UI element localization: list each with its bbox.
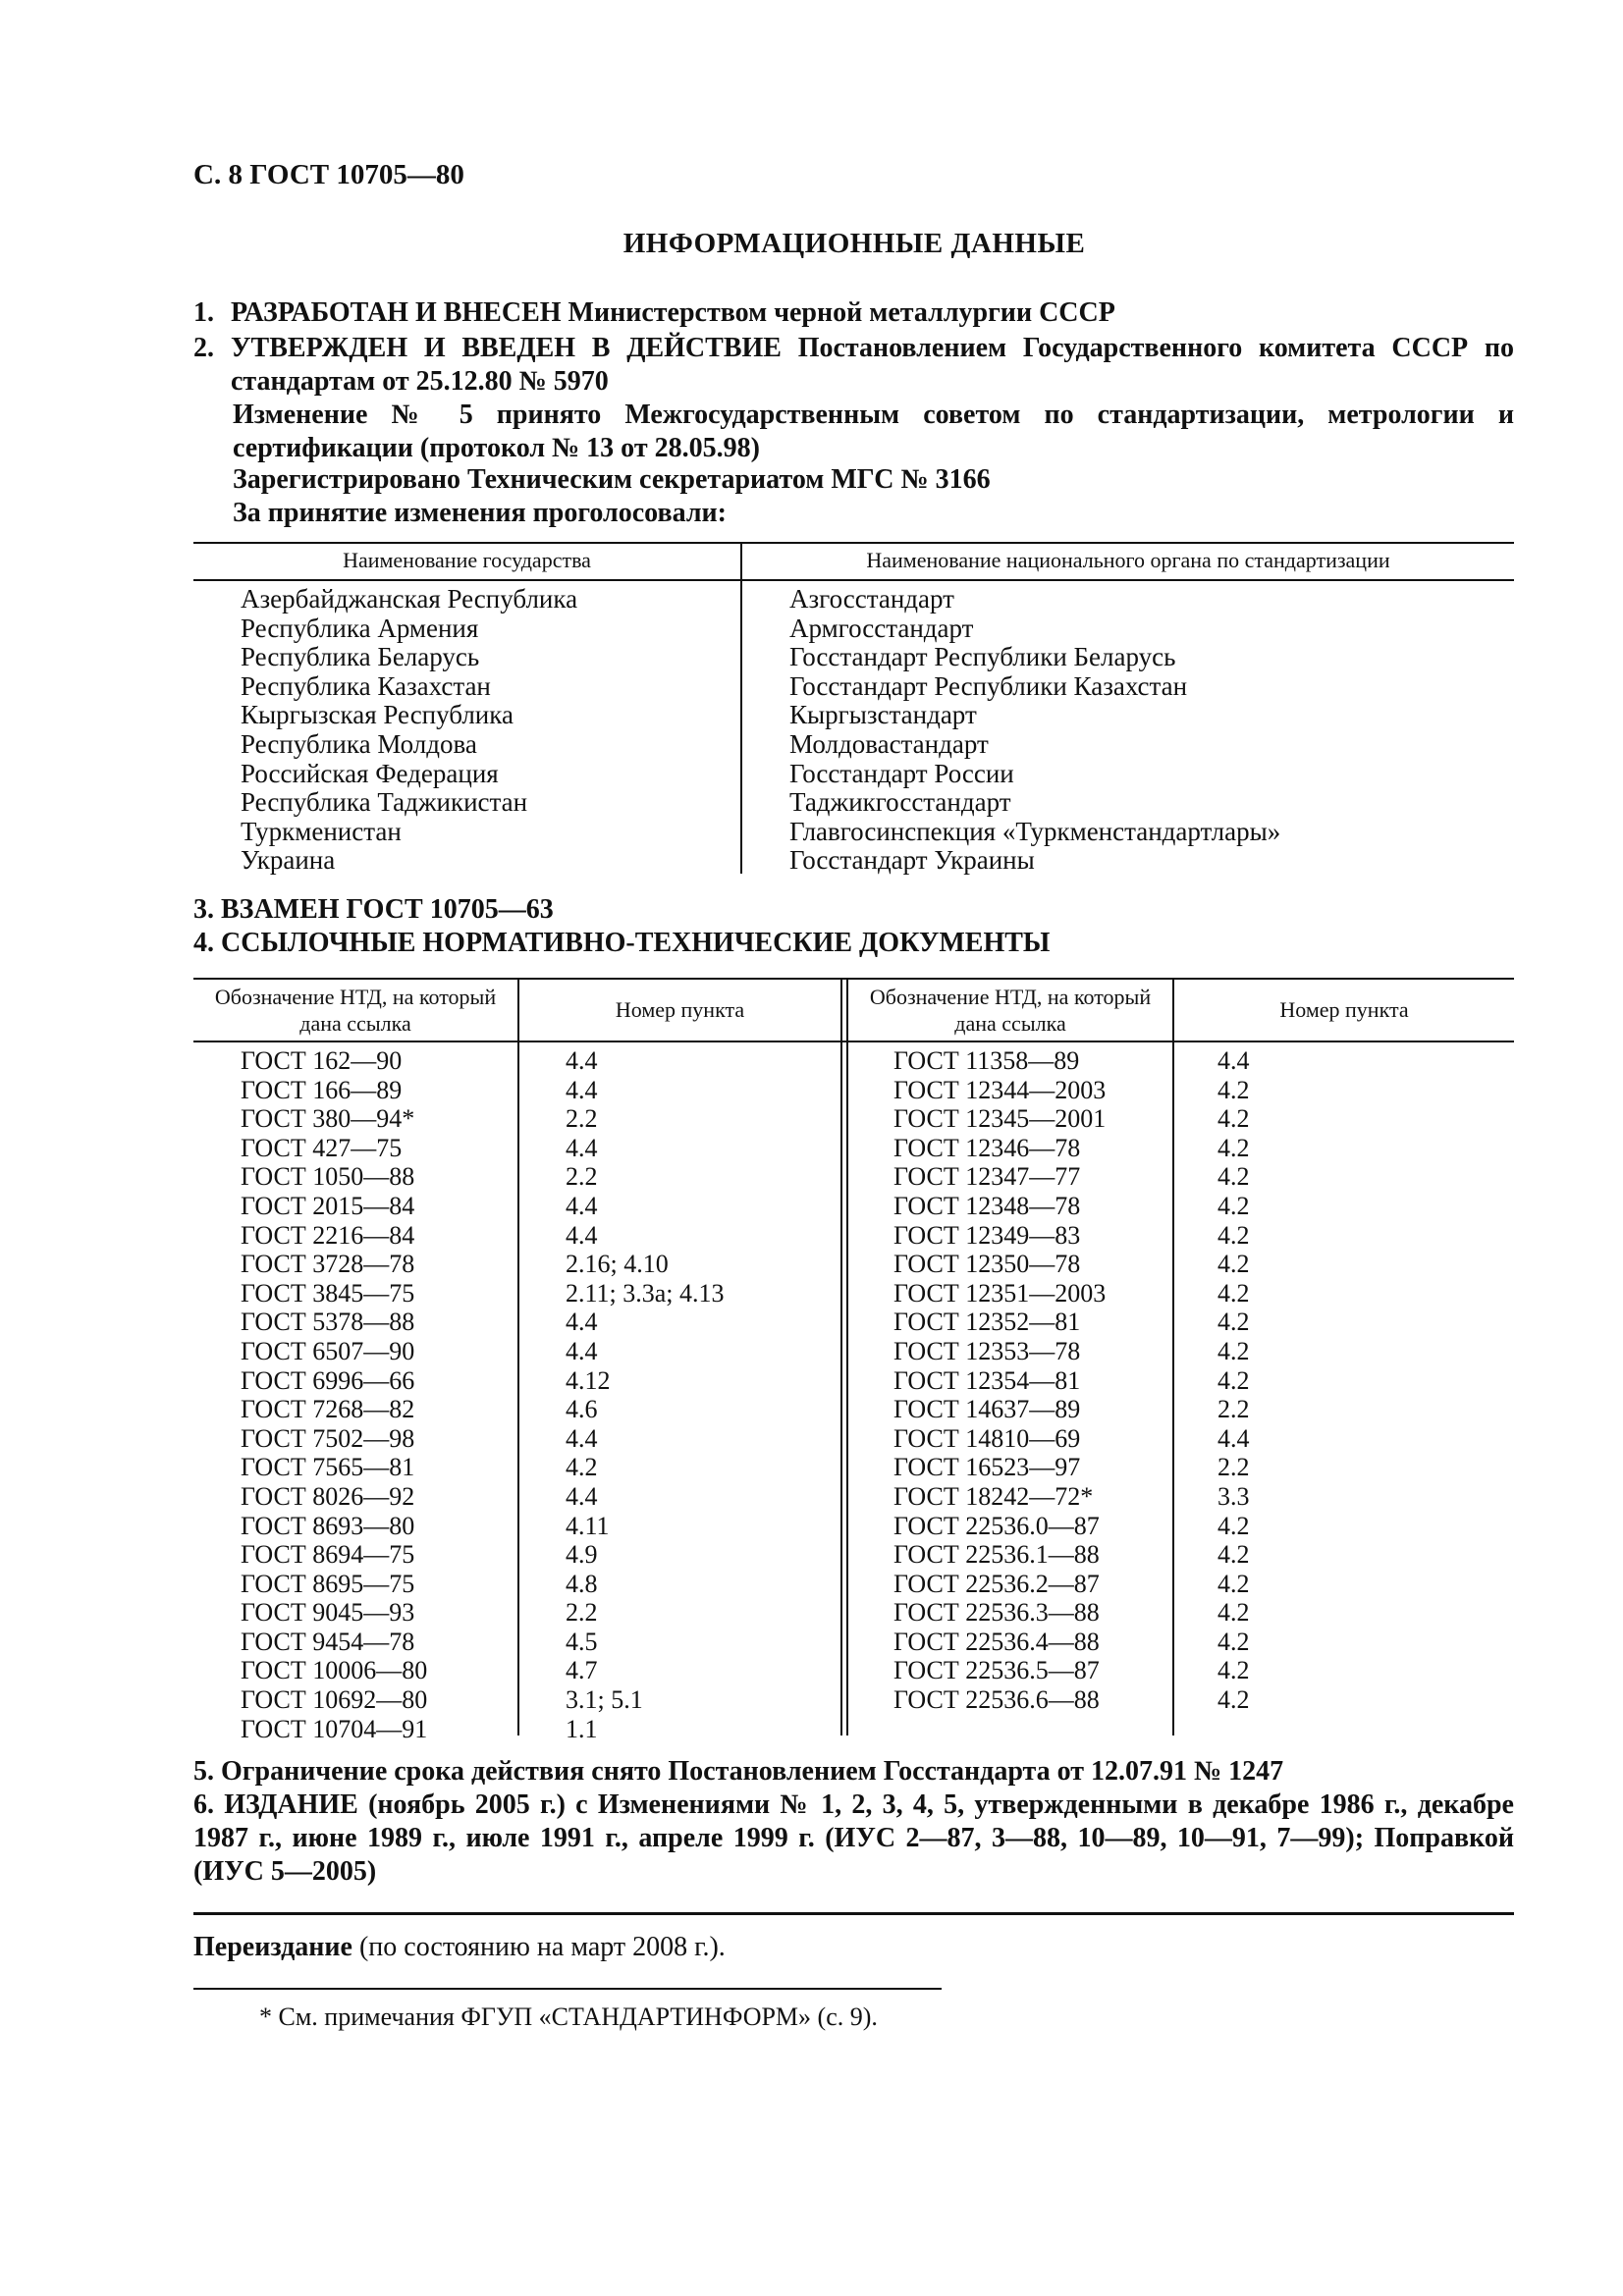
ref-doc: ГОСТ 162—90 — [241, 1046, 403, 1075]
bottom-rule — [193, 1912, 1514, 1915]
ref-doc: ГОСТ 380—94* — [241, 1104, 415, 1134]
left-points-column — [566, 1046, 725, 1743]
left-docs-column — [241, 1046, 427, 1743]
ref-doc: ГОСТ 22536.3—88 — [893, 1598, 1100, 1628]
ref-doc: ГОСТ 2015—84 — [241, 1191, 415, 1220]
footnote: * См. примечания ФГУП «СТАНДАРТИНФОРМ» (с. 9). — [259, 2002, 878, 2031]
state-name: Республика Молдова — [241, 728, 477, 759]
ref-doc: ГОСТ 2216—84 — [241, 1220, 415, 1250]
ref-point: 4.2 — [1217, 1220, 1250, 1250]
ref-point: 4.4 — [1217, 1046, 1250, 1075]
standards-body-name: Госстандарт России — [789, 758, 1014, 788]
ref-point: 4.4 — [566, 1046, 598, 1075]
ref-point: 2.2 — [566, 1162, 598, 1192]
ref-point: 4.2 — [1217, 1308, 1250, 1337]
item-2-registration: Зарегистрировано Техническим секретариатом МГС № 3166 — [233, 464, 991, 495]
ref-point: 4.2 — [1217, 1191, 1250, 1220]
ref-point: 4.4 — [566, 1075, 598, 1104]
ref-point: 4.2 — [1217, 1569, 1250, 1598]
ref-doc: ГОСТ 12350—78 — [893, 1250, 1081, 1279]
page-header: С. 8 ГОСТ 10705—80 — [193, 159, 464, 190]
right-doc-header: Обозначение НТД, на который дана ссылка — [869, 985, 1152, 1036]
ref-doc: ГОСТ 5378—88 — [241, 1308, 415, 1337]
ref-doc: ГОСТ 12345—2001 — [893, 1104, 1107, 1134]
states-table-divider — [740, 542, 742, 874]
ref-point: 4.2 — [1217, 1336, 1250, 1365]
ref-point: 4.7 — [566, 1656, 598, 1685]
ref-point: 2.2 — [566, 1598, 598, 1628]
bodies-col-header: Наименование национального органа по стандартизации — [866, 548, 1390, 572]
ref-point: 2.2 — [1217, 1453, 1250, 1482]
ref-point: 4.4 — [566, 1220, 598, 1250]
left-point-header: Номер пункта — [615, 997, 745, 1022]
reissue-note: Переиздание (по состоянию на март 2008 г.). — [193, 1932, 726, 1962]
ref-doc: ГОСТ 6507—90 — [241, 1336, 415, 1365]
ref-point: 4.2 — [566, 1453, 598, 1482]
ref-point: 4.5 — [566, 1627, 598, 1656]
ref-doc: ГОСТ 1050—88 — [241, 1162, 415, 1192]
ref-point: 2.11; 3.3а; 4.13 — [566, 1278, 725, 1308]
ref-point: 2.2 — [566, 1104, 598, 1134]
ref-point: 4.11 — [566, 1511, 610, 1540]
state-name: Республика Армения — [241, 613, 479, 643]
ref-point: 4.4 — [566, 1133, 598, 1162]
page-title: ИНФОРМАЦИОННЫЕ ДАННЫЕ — [622, 228, 1086, 259]
ref-point: 4.2 — [1217, 1162, 1250, 1192]
ref-point: 4.8 — [566, 1569, 598, 1598]
ref-point: 4.9 — [566, 1540, 598, 1570]
ref-point: 4.2 — [1217, 1250, 1250, 1279]
states-list — [241, 585, 577, 876]
ref-point: 4.2 — [1217, 1278, 1250, 1308]
ref-point: 4.4 — [566, 1423, 598, 1453]
ref-doc: ГОСТ 22536.2—87 — [893, 1569, 1100, 1598]
ref-doc: ГОСТ 9454—78 — [241, 1627, 415, 1656]
right-docs-column — [893, 1046, 1106, 1715]
ref-doc: ГОСТ 12352—81 — [893, 1308, 1081, 1337]
item-3: 3. ВЗАМЕН ГОСТ 10705—63 — [193, 894, 554, 925]
ref-doc: ГОСТ 7268—82 — [241, 1395, 415, 1424]
ref-doc: ГОСТ 3728—78 — [241, 1250, 415, 1279]
ref-point: 4.4 — [1217, 1423, 1250, 1453]
ref-doc: ГОСТ 8693—80 — [241, 1511, 415, 1540]
ref-table-divider-3 — [1172, 978, 1174, 1735]
ref-point: 4.6 — [566, 1395, 598, 1424]
ref-doc: ГОСТ 12351—2003 — [893, 1278, 1107, 1308]
ref-doc: ГОСТ 3845—75 — [241, 1278, 415, 1308]
state-name: Республика Беларусь — [241, 642, 480, 672]
ref-point: 4.12 — [566, 1365, 611, 1395]
standards-body-name: Госстандарт Республики Казахстан — [789, 670, 1188, 701]
right-points-column — [1217, 1046, 1250, 1715]
state-name: Кыргызская Республика — [241, 700, 514, 730]
ref-doc: ГОСТ 12348—78 — [893, 1191, 1081, 1220]
ref-doc: ГОСТ 8026—92 — [241, 1481, 415, 1511]
ref-doc: ГОСТ 12354—81 — [893, 1365, 1081, 1395]
ref-doc: ГОСТ 12344—2003 — [893, 1075, 1107, 1104]
ref-point: 2.2 — [1217, 1395, 1250, 1424]
state-name: Российская Федерация — [241, 758, 499, 788]
standards-body-name: Таджикгосстандарт — [789, 787, 1011, 818]
item-1: 1. РАЗРАБОТАН И ВНЕСЕН Министерством черной металлургии СССР — [193, 297, 1115, 328]
state-name: Туркменистан — [241, 816, 402, 846]
ref-doc: ГОСТ 10704—91 — [241, 1714, 428, 1743]
ref-doc: ГОСТ 7502—98 — [241, 1423, 415, 1453]
ref-point: 1.1 — [566, 1714, 598, 1743]
ref-point: 4.4 — [566, 1191, 598, 1220]
ref-point: 4.2 — [1217, 1104, 1250, 1134]
ref-doc: ГОСТ 16523—97 — [893, 1453, 1081, 1482]
ref-point: 4.2 — [1217, 1511, 1250, 1540]
footnote-rule — [193, 1988, 942, 1990]
ref-point: 4.2 — [1217, 1365, 1250, 1395]
ref-point: 4.2 — [1217, 1598, 1250, 1628]
states-table-top-rule — [193, 542, 1514, 544]
ref-doc: ГОСТ 18242—72* — [893, 1481, 1094, 1511]
standards-body-name: Госстандарт Республики Беларусь — [789, 642, 1176, 672]
ref-point: 2.16; 4.10 — [566, 1250, 669, 1279]
ref-point: 4.2 — [1217, 1075, 1250, 1104]
ref-doc: ГОСТ 12353—78 — [893, 1336, 1081, 1365]
ref-doc: ГОСТ 10692—80 — [241, 1685, 428, 1715]
ref-point: 4.2 — [1217, 1627, 1250, 1656]
ref-doc: ГОСТ 22536.1—88 — [893, 1540, 1100, 1570]
ref-doc: ГОСТ 22536.0—87 — [893, 1511, 1100, 1540]
ref-doc: ГОСТ 22536.4—88 — [893, 1627, 1100, 1656]
ref-point: 3.1; 5.1 — [566, 1685, 643, 1715]
ref-doc: ГОСТ 12346—78 — [893, 1133, 1081, 1162]
ref-table-divider-2b — [846, 978, 848, 1735]
standards-body-name: Главгосинспекция «Туркменстандартлары» — [789, 816, 1281, 846]
item-5: 5. Ограничение срока действия снято Постановлением Госстандарта от 12.07.91 № 1247 — [193, 1756, 1284, 1787]
ref-point: 4.4 — [566, 1336, 598, 1365]
ref-doc: ГОСТ 11358—89 — [893, 1046, 1080, 1075]
left-doc-header: Обозначение НТД, на который дана ссылка — [214, 985, 497, 1036]
item-2: 2. УТВЕРЖДЕН И ВВЕДЕН В ДЕЙСТВИЕ Постановлением Государственного комитета СССР по стандартам от 25.12.80 № 5970 — [193, 333, 1515, 397]
ref-doc: ГОСТ 427—75 — [241, 1133, 403, 1162]
state-name: Республика Казахстан — [241, 670, 491, 701]
ref-point: 4.2 — [1217, 1685, 1250, 1715]
standards-body-name: Госстандарт Украины — [789, 845, 1035, 876]
ref-point: 4.2 — [1217, 1656, 1250, 1685]
ref-doc: ГОСТ 12349—83 — [893, 1220, 1081, 1250]
ref-doc: ГОСТ 8695—75 — [241, 1569, 415, 1598]
ref-doc: ГОСТ 22536.5—87 — [893, 1656, 1100, 1685]
standards-body-name: Азгосстандарт — [789, 584, 954, 614]
item-4: 4. ССЫЛОЧНЫЕ НОРМАТИВНО-ТЕХНИЧЕСКИЕ ДОКУМЕНТЫ — [193, 928, 1051, 958]
state-name: Республика Таджикистан — [241, 787, 528, 818]
ref-doc: ГОСТ 166—89 — [241, 1075, 403, 1104]
ref-doc: ГОСТ 10006—80 — [241, 1656, 428, 1685]
ref-doc: ГОСТ 7565—81 — [241, 1453, 415, 1482]
standards-body-name: Кыргызстандарт — [789, 700, 977, 730]
ref-doc: ГОСТ 8694—75 — [241, 1540, 415, 1570]
right-point-header: Номер пункта — [1279, 997, 1409, 1022]
ref-doc: ГОСТ 12347—77 — [893, 1162, 1081, 1192]
item-2-vote: За принятие изменения проголосовали: — [233, 498, 728, 528]
ref-doc: ГОСТ 6996—66 — [241, 1365, 415, 1395]
item-6: 6. ИЗДАНИЕ (ноябрь 2005 г.) с Изменениями № 1, 2, 3, 4, 5, утвержденными в декабре 1986 г., декабре 1987 г., июне 1989 г., июле 1991 г., апреле 1999 г. (ИУС 2—87, 3—88, 10—89, 10—91, 7—99); Поправкой (ИУС 5—2005) — [193, 1789, 1514, 1887]
ref-table-header-rule — [193, 1041, 1514, 1042]
state-name: Украина — [241, 845, 336, 876]
states-col-header: Наименование государства — [343, 548, 591, 572]
ref-point: 4.4 — [566, 1308, 598, 1337]
ref-table-divider-2a — [840, 978, 842, 1735]
standards-body-name: Армгосстандарт — [789, 613, 974, 643]
ref-doc: ГОСТ 14810—69 — [893, 1423, 1081, 1453]
ref-table-divider-1 — [517, 978, 519, 1735]
ref-table-top-rule — [193, 978, 1514, 980]
ref-doc: ГОСТ 22536.6—88 — [893, 1685, 1100, 1715]
ref-point: 3.3 — [1217, 1481, 1250, 1511]
item-2-change: Изменение № 5 принято Межгосударственным советом по стандартизации, метрологии и сертификации (протокол № 13 от 28.05.98) — [233, 400, 1514, 463]
standards-body-name: Молдовастандарт — [789, 728, 989, 759]
ref-point: 4.4 — [566, 1481, 598, 1511]
state-name: Азербайджанская Республика — [241, 584, 578, 614]
ref-point: 4.2 — [1217, 1540, 1250, 1570]
ref-point: 4.2 — [1217, 1133, 1250, 1162]
bodies-list — [789, 585, 1280, 876]
states-table-header-rule — [193, 579, 1514, 581]
ref-doc: ГОСТ 14637—89 — [893, 1395, 1081, 1424]
ref-doc: ГОСТ 9045—93 — [241, 1598, 415, 1628]
